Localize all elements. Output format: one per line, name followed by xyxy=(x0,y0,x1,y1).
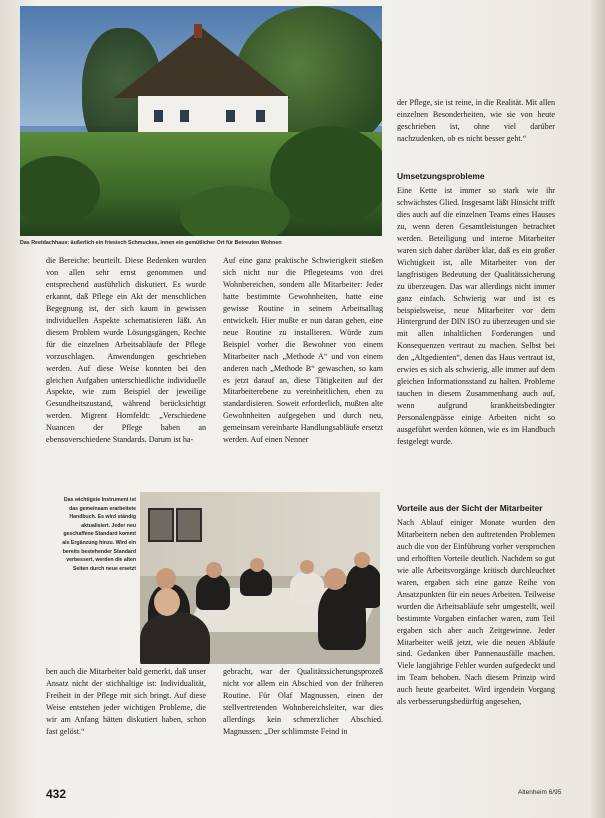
issue-label: Altenheim 6/95 xyxy=(518,789,562,796)
section-heading-vorteile: Vorteile aus der Sicht der Mitarbeiter xyxy=(397,503,543,513)
column-3-problems: Eine Kette ist immer so stark wie ihr schwächstes Glied. Insgesamt läßt Hinsicht trifft dies auch auf die einzelnen Teams eines Hauses zu, wenn deren Gesamtleistungen betrachtet werden. Beteiligung und interne Mitarbeiter waren sich daher darüber klar, daß es ein großer Wichtigkeit ist, alle Mitarbeiter von der langfristigen Bedeutung der Qualitätssicherung zu überzeugen. Das war allerdings nicht immer ganz einfach. Schwierig war und ist es beispielsweise, neue Mitarbeiter vor dem Hintergrund der DIN ISO zu überzeugen und sie mit allen inhaltlichen Forderungen und Konsequenzen vertraut zu machen. Selbst bei den „Altgedienten“, denen das Haus vertraut ist, erwies es sich als schwierig, alle immer auf dem gleichen Informationsstand zu halten. Probleme tauchen in diesem Zusammenhang auch auf, wenn aufgrund krankheitsbedingter Personalengpässe einige Arbeiten nicht so ausgeführt werden können, wie es im Handbuch festgelegt wurde. xyxy=(397,186,555,447)
column-1-bottom-text: ben auch die Mitarbeiter bald gemerkt, daß unser Ansatz nicht der stichhaltige ist: Individualität, Freiheit in der Pflege mit sich bringt. Auf diese Weise entstehen jeder wichtigen Probleme, die wir am Anfang hätten diskutiert haben, schon fast gelöst.“ xyxy=(46,667,206,736)
page-gutter xyxy=(591,0,605,818)
thatched-house-photo xyxy=(20,6,382,236)
section-heading-umsetzungsprobleme: Umsetzungsprobleme xyxy=(397,171,485,181)
column-2-bottom-text: gebracht, war der Qualitätssicherungsprozeß nicht vor allem ein Abschied von der früheren Routine. Für Olaf Magnussen, einen der stellvertretenden Wohnbereichsleiter, war dies allerdings kein schmerzlicher Abschied. Magnussen: „Der schlimmste Feind in xyxy=(223,667,383,736)
photo-side-caption: Das wichtigste Instrument ist das gemeinsam erarbeitete Handbuch. Es wird ständig aktualisiert. Jeder neu geschaffene Standard kommt als Ergänzung hinzu. Wird ein bereits bestehender Standard verbessert, werden die alten Seiten durch neue ersetzt xyxy=(62,497,136,572)
page-number: 432 xyxy=(46,787,67,801)
column-3-intro: der Pflege, sie ist reine, in die Realität. Mit allen einzelnen Besonderheiten, wie sie von heute geschrieben ist, ohne viel darüber nachzudenken, ob es nicht besser geht.“ xyxy=(397,98,555,143)
photo-caption: Das Reetdachhaus: äußerlich ein friesisch Schmuckes, innen ein gemütlicher Ort für Betreuten Wohnen xyxy=(20,240,282,246)
column-1-text: die Bereiche: beurteilt. Diese Bedenken wurden von allen sehr ernst genommen und entsprechend ausführlich diskutiert. Es wurde erkannt, daß Pflege ein Akt der menschlichen Begegnung ist, der sich kaum in gewissen individuellen Aspekte schematisieren läßt. An diesem Problem wurde Lösungsgängen, Rechte für die einzelnen Arbeitsabläufe der Pflege vorzuschlagen. Anwendungen geschrieben werden. Auf diese Weise konnten bei den gleichen Aufgaben unterschiedliche individuelle Aspekte, wie zum Beispiel der jeweilige Gesundheitszustand, während berücksichtigt werden. Migrent Hornfeldt: „Verschiedene Nuancen der Pflege haben an ebensoverschiedene Standards. Darum ist ha- xyxy=(46,256,206,445)
column-3-benefits: Nach Ablauf einiger Monate wurden den Mitarbeitern neben den auftretenden Problemen auch die von der Einführung vorher versprochen und erhofften Vorteile deutlich. Nachdem so gut wie alle Arbeitsvorgänge kritisch durchleuchtet waren, ergaben sich eine ganze Reihe von Ansatzpunkten für ein neues Arbeiten. Teilweise wurden die Arbeitsabläufe sehr umgestellt, weil bestimmte Vorgaben einfacher waren, zum Teil ergaben sich aber auch Zeitgewinne. Jeder Mitarbeiter weiß jetzt, wie die neuen Abläufe sind. Gedanken über Pannenausfälle machen. Viele langjährige Fehler wurden aufgedeckt und im Team behoben. Nach diesem Prinzip wird auch heute gearbeitet. Wird irgendein Vorgang als verbesserungsbedürftig angesehen, xyxy=(397,518,555,707)
meeting-photo xyxy=(140,492,380,664)
column-2-text: Auf eine ganz praktische Schwierigkeit stießen sich nicht nur die Pflegeteams von drei Wohnbereichen, sondern alle Mitarbeiter: Jeder hatte bestimmte Gewohnheiten, hatte eine gewisse Routine in seinem Arbeitsalltag entwickelt. Hier mußte er nun daran gehen, eine neue Routine zu installieren. Würde zum Beispiel vorher die Bewohner von einem Mitarbeiter nach „Methode A“ und von einem anderen nach „Methode B“ gewaschen, so kam es jetzt darauf an, diese Tätigkeiten auf der Mitarbeiterebene zu vereinheitlichen, eben zu standardisieren. Soweit erforderlich, mußten alte Gewohnheiten aufgegeben und durch neu, gemeinsam vereinbarte Handlungsabläufe ersetzt werden. Auf einen Nenner xyxy=(223,256,383,445)
